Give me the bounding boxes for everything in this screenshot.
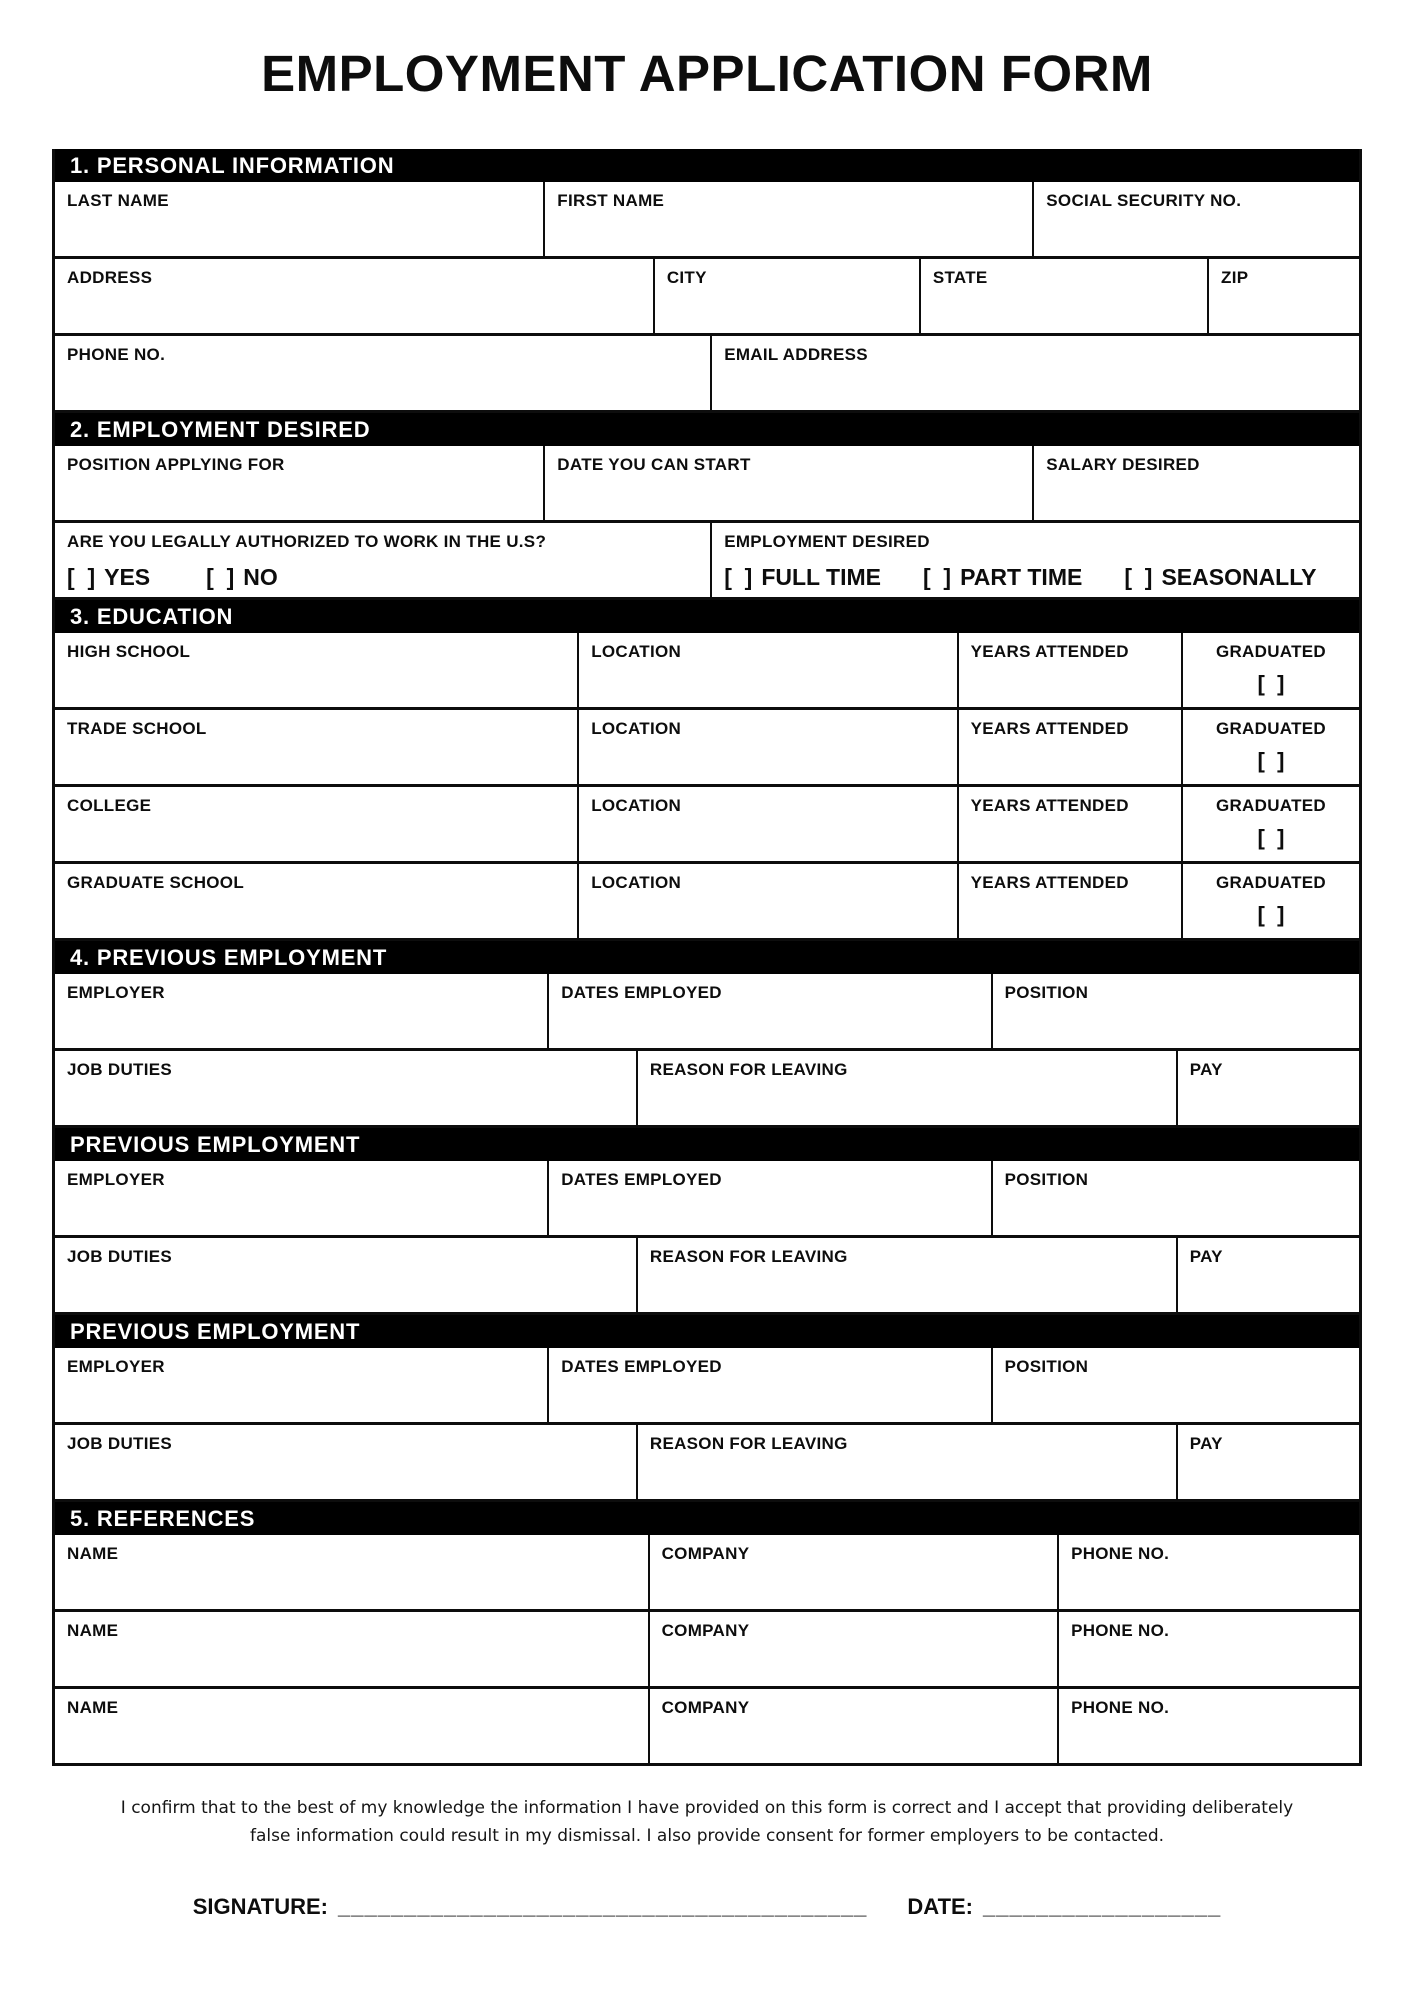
date-you-can-start-label: DATE YOU CAN START: [557, 455, 751, 474]
years-attended-label: YEARS ATTENDED: [970, 719, 1129, 738]
checkbox-seasonally[interactable]: [1124, 564, 1316, 591]
personal-row-1: [55, 182, 1359, 259]
field-dates-employed-2[interactable]: [549, 1161, 992, 1235]
previous-employment-1-row-b: [55, 1051, 1359, 1128]
field-trade-school-graduated: [1183, 710, 1359, 784]
email-address-label: EMAIL ADDRESS: [724, 345, 868, 364]
reference-row-3: [55, 1689, 1359, 1766]
date-line[interactable]: __________________: [983, 1894, 1222, 1920]
state-label: STATE: [932, 268, 988, 287]
page-title: EMPLOYMENT APPLICATION FORM: [261, 45, 1153, 102]
field-employer-1[interactable]: [55, 974, 549, 1048]
education-row-trade-school: [55, 710, 1359, 787]
section-header-label: PREVIOUS EMPLOYMENT: [70, 1318, 361, 1344]
high-school-label: HIGH SCHOOL: [67, 642, 191, 661]
employer-label: EMPLOYER: [67, 1170, 165, 1189]
field-city[interactable]: [655, 259, 921, 333]
work-authorization-options: [67, 564, 698, 591]
field-reason-for-leaving-2[interactable]: [638, 1238, 1178, 1312]
location-label: LOCATION: [591, 719, 682, 738]
first-name-label: FIRST NAME: [557, 191, 665, 210]
field-phone-no[interactable]: [55, 336, 712, 410]
field-reference-name-1[interactable]: [55, 1535, 650, 1609]
dates-employed-label: DATES EMPLOYED: [561, 1357, 722, 1376]
field-reference-phone-1[interactable]: [1059, 1535, 1359, 1609]
section-header-previous-employment-1: [55, 941, 1359, 974]
position-label: POSITION: [1004, 1357, 1089, 1376]
salary-desired-label: SALARY DESIRED: [1046, 455, 1200, 474]
previous-employment-2-row-b: [55, 1238, 1359, 1315]
section-header-label: 5. REFERENCES: [70, 1505, 256, 1531]
work-authorization-cell: [55, 523, 712, 597]
trade-school-label: TRADE SCHOOL: [67, 719, 207, 738]
reference-row-2: [55, 1612, 1359, 1689]
years-attended-label: YEARS ATTENDED: [970, 873, 1129, 892]
section-header-label: 1. PERSONAL INFORMATION: [70, 152, 395, 178]
field-pay-3[interactable]: [1178, 1425, 1359, 1499]
section-header-previous-employment-3: [55, 1315, 1359, 1348]
date-label: DATE:: [907, 1894, 974, 1920]
checkbox-bracket-icon: [ ]: [67, 564, 96, 590]
location-label: LOCATION: [591, 642, 682, 661]
field-reference-company-2[interactable]: [650, 1612, 1059, 1686]
field-reference-phone-2[interactable]: [1059, 1612, 1359, 1686]
field-high-school-graduated: [1183, 633, 1359, 707]
field-employer-3[interactable]: [55, 1348, 549, 1422]
field-position-2[interactable]: [993, 1161, 1359, 1235]
field-job-duties-2[interactable]: [55, 1238, 638, 1312]
checkbox-college-graduated[interactable]: [ ]: [1257, 825, 1285, 850]
education-row-graduate-school: [55, 864, 1359, 941]
employment-type-options: [724, 564, 1347, 591]
section-header-references: [55, 1502, 1359, 1535]
work-authorization-question: ARE YOU LEGALLY AUTHORIZED TO WORK IN THE U.S?: [67, 532, 547, 551]
company-label: COMPANY: [661, 1698, 750, 1717]
field-last-name[interactable]: [55, 182, 545, 256]
field-address[interactable]: [55, 259, 655, 333]
field-position-3[interactable]: [993, 1348, 1359, 1422]
pay-label: PAY: [1189, 1434, 1223, 1453]
field-first-name[interactable]: [545, 182, 1034, 256]
location-label: LOCATION: [591, 796, 682, 815]
zip-label: ZIP: [1221, 268, 1249, 287]
employment-desired-row-1: [55, 446, 1359, 523]
name-label: NAME: [67, 1544, 119, 1563]
field-date-you-can-start[interactable]: [545, 446, 1034, 520]
field-zip[interactable]: [1209, 259, 1359, 333]
employer-label: EMPLOYER: [67, 983, 165, 1002]
field-college-years-attended[interactable]: [959, 787, 1183, 861]
personal-row-3: [55, 336, 1359, 413]
checkbox-seasonally-label: SEASONALLY: [1161, 564, 1317, 590]
confirmation-text: I confirm that to the best of my knowledge the information I have provided on this form is correct and I accept that providing deliberately false information could result in my dismissal. I also provide consent for former employers to be contacted.: [120, 1798, 1294, 1847]
address-label: ADDRESS: [67, 268, 153, 287]
field-state[interactable]: [921, 259, 1209, 333]
employment-type-cell: [712, 523, 1359, 597]
signature-label: SIGNATURE:: [192, 1894, 328, 1920]
field-high-school-location[interactable]: [579, 633, 958, 707]
employer-label: EMPLOYER: [67, 1357, 165, 1376]
field-job-duties-1[interactable]: [55, 1051, 638, 1125]
field-reference-company-3[interactable]: [650, 1689, 1059, 1763]
phone-no-label: PHONE NO.: [67, 345, 166, 364]
company-label: COMPANY: [661, 1544, 750, 1563]
graduated-label: GRADUATED: [1215, 719, 1326, 738]
position-label: POSITION: [1004, 1170, 1089, 1189]
section-header-education: [55, 600, 1359, 633]
field-college-graduated: [1183, 787, 1359, 861]
field-high-school[interactable]: [55, 633, 579, 707]
field-dates-employed-1[interactable]: [549, 974, 992, 1048]
pay-label: PAY: [1189, 1247, 1223, 1266]
checkbox-trade-school-graduated[interactable]: [ ]: [1257, 748, 1285, 773]
field-reference-phone-3[interactable]: [1059, 1689, 1359, 1763]
checkbox-no[interactable]: [206, 564, 278, 591]
education-row-high-school: [55, 633, 1359, 710]
dates-employed-label: DATES EMPLOYED: [561, 983, 722, 1002]
field-graduate-school-graduated: [1183, 864, 1359, 938]
job-duties-label: JOB DUTIES: [67, 1060, 173, 1079]
reason-for-leaving-label: REASON FOR LEAVING: [649, 1434, 848, 1453]
field-salary-desired[interactable]: [1034, 446, 1359, 520]
section-header-previous-employment-2: [55, 1128, 1359, 1161]
section-header-label: 4. PREVIOUS EMPLOYMENT: [70, 944, 388, 970]
job-duties-label: JOB DUTIES: [67, 1434, 173, 1453]
checkbox-yes[interactable]: [67, 564, 150, 591]
field-position-applying-for[interactable]: [55, 446, 545, 520]
name-label: NAME: [67, 1621, 119, 1640]
reason-for-leaving-label: REASON FOR LEAVING: [649, 1060, 848, 1079]
application-form-table: [52, 149, 1362, 1766]
phone-no-label: PHONE NO.: [1071, 1621, 1170, 1640]
phone-no-label: PHONE NO.: [1071, 1544, 1170, 1563]
city-label: CITY: [666, 268, 707, 287]
checkbox-full-time[interactable]: [724, 564, 881, 591]
checkbox-full-time-label: FULL TIME: [761, 564, 881, 590]
field-graduate-school[interactable]: [55, 864, 579, 938]
field-college-location[interactable]: [579, 787, 958, 861]
checkbox-graduate-school-graduated[interactable]: [ ]: [1257, 902, 1285, 927]
field-trade-school-location[interactable]: [579, 710, 958, 784]
job-duties-label: JOB DUTIES: [67, 1247, 173, 1266]
reason-for-leaving-label: REASON FOR LEAVING: [649, 1247, 848, 1266]
section-header-label: 2. EMPLOYMENT DESIRED: [70, 416, 371, 442]
checkbox-bracket-icon: [ ]: [206, 564, 235, 590]
position-label: POSITION: [1004, 983, 1089, 1002]
pay-label: PAY: [1189, 1060, 1223, 1079]
checkbox-yes-label: YES: [104, 564, 151, 590]
field-high-school-years-attended[interactable]: [959, 633, 1183, 707]
years-attended-label: YEARS ATTENDED: [970, 642, 1129, 661]
field-reference-company-1[interactable]: [650, 1535, 1059, 1609]
section-header-personal-information: [55, 149, 1359, 182]
checkbox-bracket-icon: [ ]: [922, 564, 952, 590]
checkbox-bracket-icon: [ ]: [1124, 564, 1153, 590]
field-social-security-no[interactable]: [1034, 182, 1359, 256]
position-applying-label: POSITION APPLYING FOR: [67, 455, 285, 474]
field-college[interactable]: [55, 787, 579, 861]
field-graduate-school-years-attended[interactable]: [959, 864, 1183, 938]
dates-employed-label: DATES EMPLOYED: [561, 1170, 722, 1189]
previous-employment-1-row-a: [55, 974, 1359, 1051]
location-label: LOCATION: [591, 873, 682, 892]
checkbox-part-time[interactable]: [923, 564, 1082, 591]
college-label: COLLEGE: [67, 796, 152, 815]
field-reason-for-leaving-1[interactable]: [638, 1051, 1178, 1125]
signature-row: [0, 1894, 1414, 1920]
checkbox-high-school-graduated[interactable]: [ ]: [1257, 671, 1285, 696]
social-security-label: SOCIAL SECURITY NO.: [1046, 191, 1242, 210]
graduated-label: GRADUATED: [1215, 873, 1326, 892]
previous-employment-3-row-a: [55, 1348, 1359, 1425]
years-attended-label: YEARS ATTENDED: [970, 796, 1129, 815]
previous-employment-2-row-a: [55, 1161, 1359, 1238]
field-trade-school[interactable]: [55, 710, 579, 784]
signature-line[interactable]: ________________________________________: [338, 1894, 868, 1920]
field-trade-school-years-attended[interactable]: [959, 710, 1183, 784]
checkbox-no-label: NO: [243, 564, 278, 590]
field-reason-for-leaving-3[interactable]: [638, 1425, 1178, 1499]
field-job-duties-3[interactable]: [55, 1425, 638, 1499]
phone-no-label: PHONE NO.: [1071, 1698, 1170, 1717]
field-pay-1[interactable]: [1178, 1051, 1359, 1125]
employment-type-label: EMPLOYMENT DESIRED: [724, 532, 930, 551]
checkbox-part-time-label: PART TIME: [960, 564, 1083, 590]
last-name-label: LAST NAME: [67, 191, 169, 210]
previous-employment-3-row-b: [55, 1425, 1359, 1502]
field-graduate-school-location[interactable]: [579, 864, 958, 938]
section-header-employment-desired: [55, 413, 1359, 446]
section-header-label: 3. EDUCATION: [70, 603, 234, 629]
graduated-label: GRADUATED: [1215, 796, 1326, 815]
employment-desired-row-2: [55, 523, 1359, 600]
field-reference-name-3[interactable]: [55, 1689, 650, 1763]
field-dates-employed-3[interactable]: [549, 1348, 992, 1422]
checkbox-bracket-icon: [ ]: [724, 564, 753, 590]
field-reference-name-2[interactable]: [55, 1612, 650, 1686]
field-pay-2[interactable]: [1178, 1238, 1359, 1312]
education-row-college: [55, 787, 1359, 864]
field-email-address[interactable]: [712, 336, 1359, 410]
field-position-1[interactable]: [993, 974, 1359, 1048]
section-header-label: PREVIOUS EMPLOYMENT: [70, 1131, 361, 1157]
field-employer-2[interactable]: [55, 1161, 549, 1235]
reference-row-1: [55, 1535, 1359, 1612]
graduated-label: GRADUATED: [1215, 642, 1326, 661]
personal-row-2: [55, 259, 1359, 336]
company-label: COMPANY: [661, 1621, 750, 1640]
graduate-school-label: GRADUATE SCHOOL: [67, 873, 245, 892]
name-label: NAME: [67, 1698, 119, 1717]
